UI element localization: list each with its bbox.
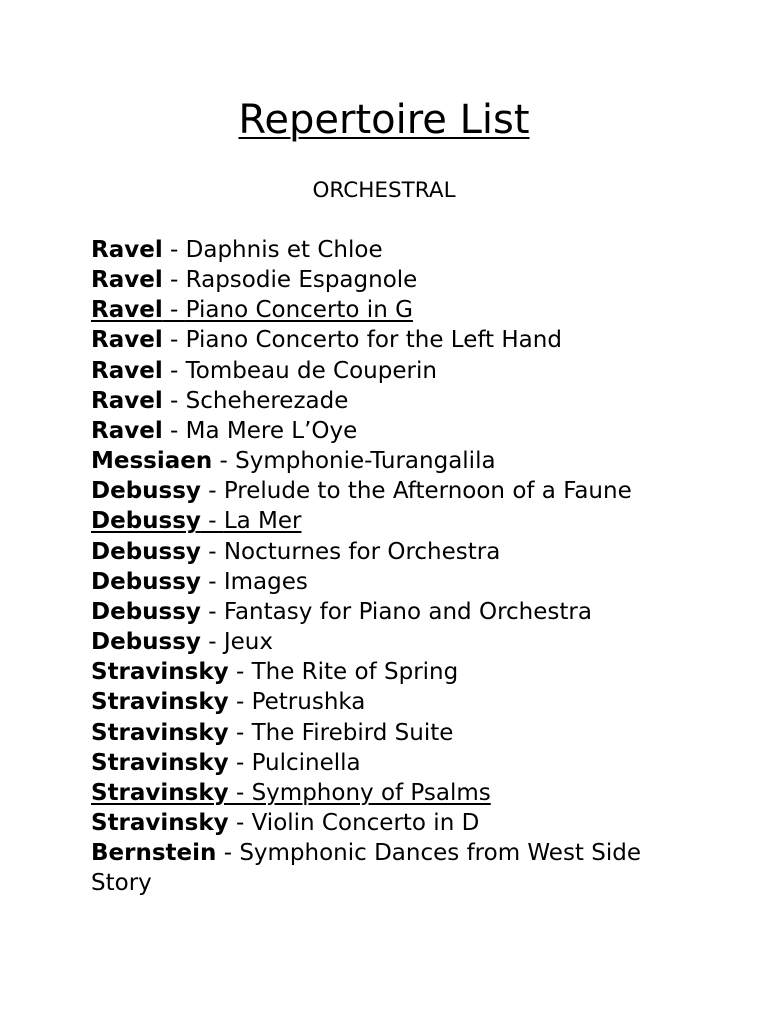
separator: - xyxy=(200,478,224,505)
composer-name: Stravinsky xyxy=(91,659,229,686)
list-item xyxy=(91,627,651,657)
work-title: Scheherezade xyxy=(185,387,349,414)
list-item xyxy=(91,748,651,778)
composer-name: Ravel xyxy=(91,417,163,444)
composer-name: Debussy xyxy=(91,598,201,625)
composer-name: Ravel xyxy=(91,297,163,324)
list-item xyxy=(91,295,651,325)
separator: - xyxy=(162,357,186,384)
work-title: Jeux xyxy=(223,629,273,656)
work-title: Images xyxy=(223,568,308,595)
work-title: Symphonic Dances from West Side Story xyxy=(91,840,642,897)
composer-name: Debussy xyxy=(91,538,201,565)
separator: - xyxy=(228,719,252,746)
list-item xyxy=(91,687,651,717)
list-item xyxy=(91,235,651,265)
page-title: Repertoire List xyxy=(238,97,530,143)
list-item xyxy=(91,265,651,295)
list-item xyxy=(91,778,651,808)
separator: - xyxy=(228,689,252,716)
list-item xyxy=(91,808,651,838)
composer-name: Stravinsky xyxy=(91,809,229,836)
composer-name: Messiaen xyxy=(91,448,213,475)
list-item xyxy=(91,567,651,597)
work-title: Petrushka xyxy=(251,689,366,716)
separator: - xyxy=(200,568,224,595)
list-item xyxy=(91,838,651,898)
composer-name: Ravel xyxy=(91,237,163,263)
list-item xyxy=(91,537,651,567)
work-title: Nocturnes for Orchestra xyxy=(223,538,501,565)
work-title: The Firebird Suite xyxy=(251,719,454,746)
work-title: Piano Concerto for the Left Hand xyxy=(185,327,562,354)
separator: - xyxy=(162,267,186,294)
composer-name: Ravel xyxy=(91,327,163,354)
composer-name: Ravel xyxy=(91,267,163,294)
composer-name: Debussy xyxy=(91,508,201,535)
composer-name: Debussy xyxy=(91,568,201,595)
separator: - xyxy=(228,659,252,686)
separator: - xyxy=(162,417,186,444)
composer-name: Ravel xyxy=(91,387,163,414)
composer-name: Stravinsky xyxy=(91,749,229,776)
separator: - xyxy=(162,327,186,354)
work-title: Pulcinella xyxy=(251,749,361,776)
work-title: Tombeau de Couperin xyxy=(185,357,437,384)
composer-name: Stravinsky xyxy=(91,689,229,716)
list-item xyxy=(91,446,651,476)
work-title: Ma Mere L’Oye xyxy=(185,417,358,444)
work-title: The Rite of Spring xyxy=(251,659,459,686)
work-title: Symphonie-Turangalila xyxy=(235,448,496,475)
composer-name: Bernstein xyxy=(91,840,217,867)
list-item xyxy=(91,386,651,416)
work-title: Violin Concerto in D xyxy=(251,809,480,836)
list-item xyxy=(91,657,651,687)
work-title: Symphony of Psalms xyxy=(251,779,491,806)
list-item xyxy=(91,356,651,386)
separator: - xyxy=(200,629,224,656)
list-item xyxy=(91,506,651,536)
work-title: Piano Concerto in G xyxy=(185,297,413,324)
list-item xyxy=(91,476,651,506)
composer-name: Stravinsky xyxy=(91,719,229,746)
list-item xyxy=(91,325,651,355)
composer-name: Debussy xyxy=(91,629,201,656)
work-title: Rapsodie Espagnole xyxy=(185,267,418,294)
list-item xyxy=(91,718,651,748)
composer-name: Stravinsky xyxy=(91,779,229,806)
repertoire-list xyxy=(91,235,651,898)
separator: - xyxy=(162,387,186,414)
section-heading: ORCHESTRAL xyxy=(312,178,456,203)
composer-name: Ravel xyxy=(91,357,163,384)
separator: - xyxy=(200,598,224,625)
separator: - xyxy=(228,749,252,776)
work-title: Daphnis et Chloe xyxy=(185,237,383,263)
list-item xyxy=(91,597,651,627)
separator: - xyxy=(216,840,240,867)
composer-name: Debussy xyxy=(91,478,201,505)
work-title: Prelude to the Afternoon of a Faune xyxy=(223,478,632,505)
separator: - xyxy=(228,809,252,836)
separator: - xyxy=(162,237,186,263)
work-title: Fantasy for Piano and Orchestra xyxy=(223,598,592,625)
separator: - xyxy=(228,779,252,806)
separator: - xyxy=(200,508,224,535)
separator: - xyxy=(162,297,186,324)
separator: - xyxy=(200,538,224,565)
list-item xyxy=(91,416,651,446)
separator: - xyxy=(212,448,236,475)
work-title: La Mer xyxy=(223,508,302,535)
